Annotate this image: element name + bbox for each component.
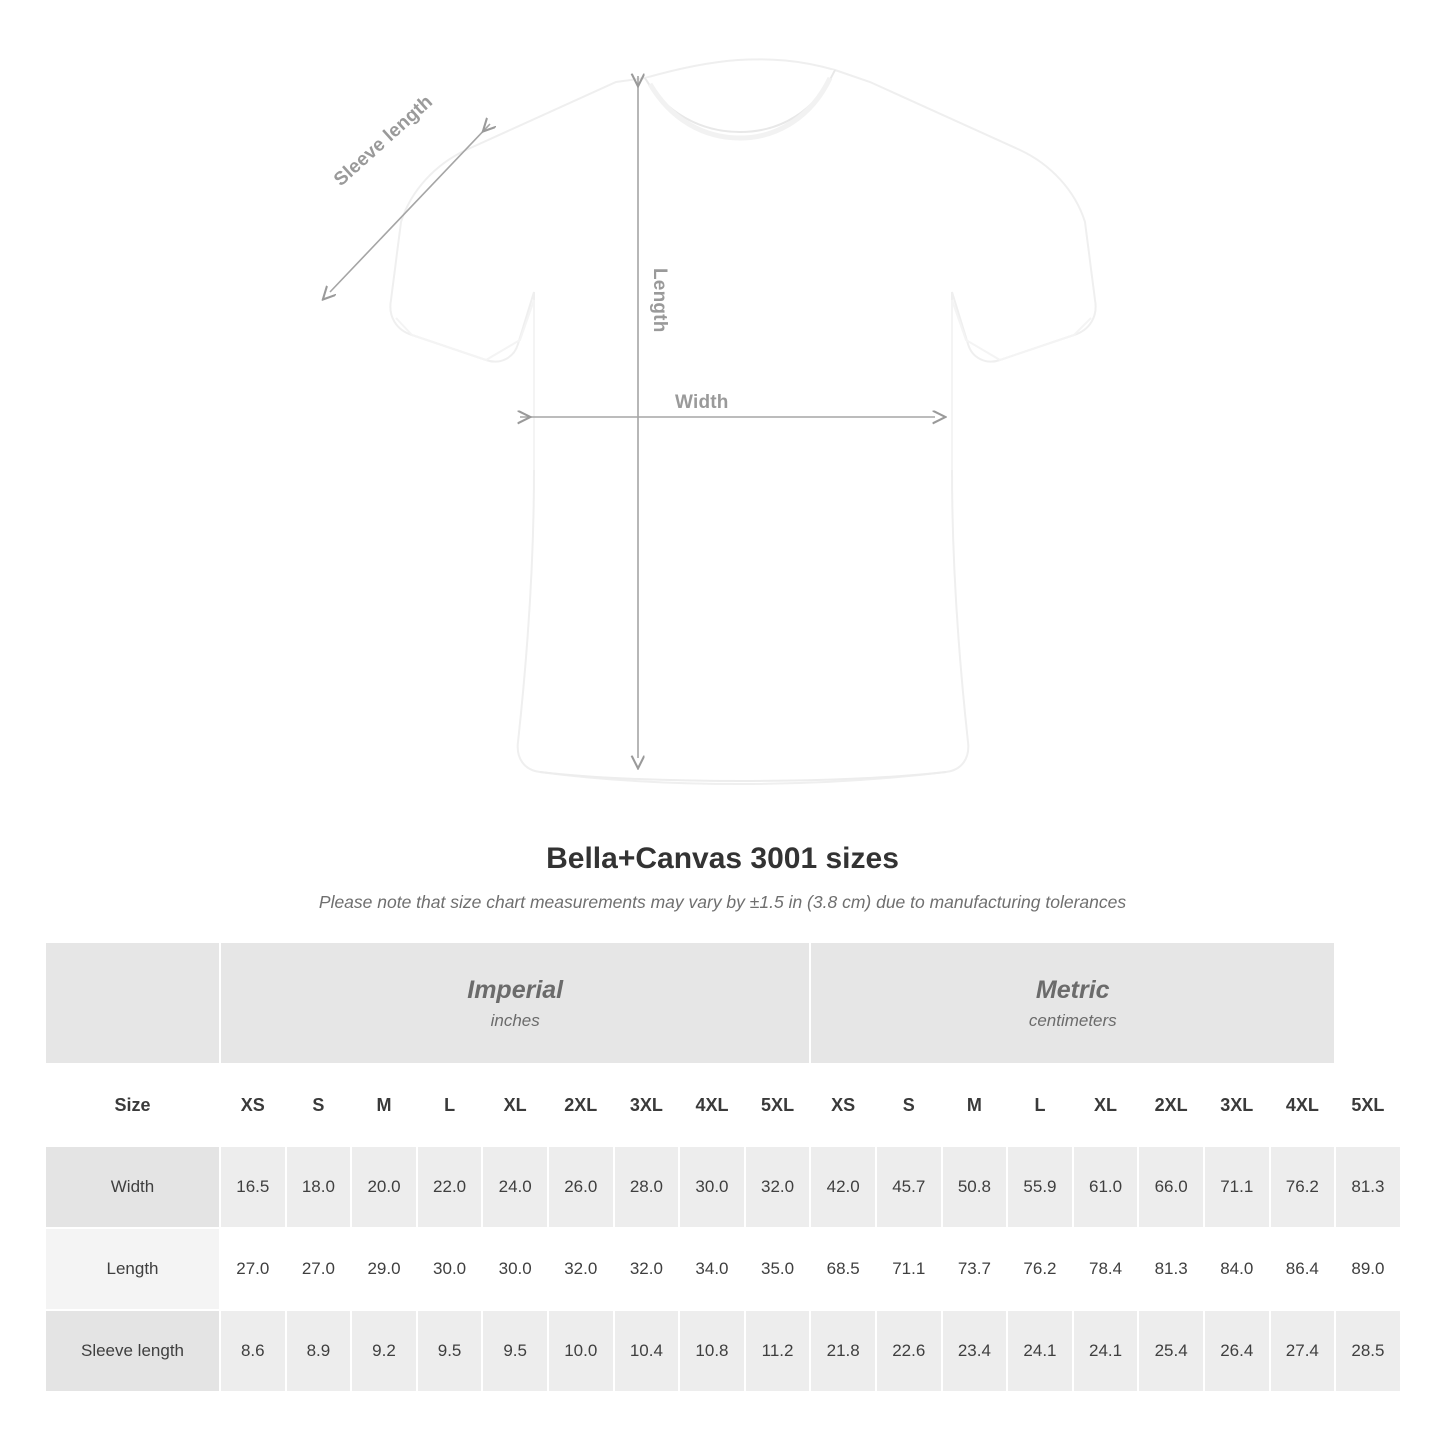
cell: 71.1 [876,1228,942,1310]
page-title: Bella+Canvas 3001 sizes [546,842,899,875]
cell: 28.0 [614,1146,680,1228]
imperial-subtitle: inches [490,1010,540,1030]
cell: 81.3 [1138,1228,1204,1310]
cell: 28.5 [1335,1310,1401,1392]
cell: 10.4 [614,1310,680,1392]
table-row [45,1310,1401,1392]
size-chart-table-wrapper [44,941,1401,1393]
size-header-cell: L [417,1064,483,1146]
cell: 22.6 [876,1310,942,1392]
size-header-cell: S [286,1064,352,1146]
metric-title: Metric [1035,976,1110,1005]
cell: 16.5 [220,1146,286,1228]
cell: 9.5 [482,1310,548,1392]
tolerance-note: Please note that size chart measurements may vary by ±1.5 in (3.8 cm) due to manufacturing tolerances [318,892,1127,912]
cell: 20.0 [351,1146,417,1228]
cell: 11.2 [745,1310,811,1392]
cell: 24.1 [1073,1310,1139,1392]
size-chart-table [44,941,1402,1393]
cell: 45.7 [876,1146,942,1228]
cell: 66.0 [1138,1146,1204,1228]
cell: 84.0 [1204,1228,1270,1310]
cell: 89.0 [1335,1228,1401,1310]
row-label-length: Length [45,1228,220,1310]
size-header-cell: 3XL [614,1064,680,1146]
row-header-label: Size [45,1064,220,1146]
cell: 32.0 [548,1228,614,1310]
size-header-cell: L [1007,1064,1073,1146]
cell: 86.4 [1270,1228,1336,1310]
metric-subtitle: centimeters [1028,1010,1117,1030]
cell: 26.0 [548,1146,614,1228]
cell: 23.4 [942,1310,1008,1392]
cell: 21.8 [810,1310,876,1392]
cell: 26.4 [1204,1310,1270,1392]
size-header-cell: 5XL [745,1064,811,1146]
width-label: Width [675,392,729,413]
cell: 68.5 [810,1228,876,1310]
cell: 30.0 [482,1228,548,1310]
metric-banner [810,942,1335,1064]
unit-banner-spacer [45,942,220,1064]
size-header-cell: M [351,1064,417,1146]
cell: 24.0 [482,1146,548,1228]
cell: 27.0 [220,1228,286,1310]
cell: 9.2 [351,1310,417,1392]
size-header-cell: 4XL [679,1064,745,1146]
cell: 34.0 [679,1228,745,1310]
unit-banner-row [45,942,1401,1064]
table-row [45,1228,1401,1310]
size-header-cell: 5XL [1335,1064,1401,1146]
size-header-cell: 2XL [1138,1064,1204,1146]
cell: 32.0 [614,1228,680,1310]
cell: 24.1 [1007,1310,1073,1392]
size-header-cell: XS [810,1064,876,1146]
cell: 42.0 [810,1146,876,1228]
size-header-cell: XL [482,1064,548,1146]
cell: 27.4 [1270,1310,1336,1392]
cell: 27.0 [286,1228,352,1310]
size-header-cell: XS [220,1064,286,1146]
size-header-cell: 3XL [1204,1064,1270,1146]
table-row [45,1146,1401,1228]
cell: 73.7 [942,1228,1008,1310]
cell: 9.5 [417,1310,483,1392]
cell: 10.0 [548,1310,614,1392]
row-label-width: Width [45,1146,220,1228]
cell: 81.3 [1335,1146,1401,1228]
length-label: Length [649,268,670,333]
sleeve-length-label: Sleeve length [330,91,438,191]
cell: 10.8 [679,1310,745,1392]
table-header-row [45,1064,1401,1146]
cell: 32.0 [745,1146,811,1228]
cell: 29.0 [351,1228,417,1310]
size-header-cell: XL [1073,1064,1139,1146]
cell: 22.0 [417,1146,483,1228]
cell: 30.0 [679,1146,745,1228]
cell: 78.4 [1073,1228,1139,1310]
cell: 8.9 [286,1310,352,1392]
cell: 8.6 [220,1310,286,1392]
cell: 30.0 [417,1228,483,1310]
cell: 76.2 [1007,1228,1073,1310]
cell: 61.0 [1073,1146,1139,1228]
cell: 76.2 [1270,1146,1336,1228]
cell: 71.1 [1204,1146,1270,1228]
cell: 50.8 [942,1146,1008,1228]
cell: 55.9 [1007,1146,1073,1228]
imperial-title: Imperial [467,976,564,1005]
size-header-cell: 4XL [1270,1064,1336,1146]
cell: 18.0 [286,1146,352,1228]
size-header-cell: M [942,1064,1008,1146]
cell: 25.4 [1138,1310,1204,1392]
size-header-cell: 2XL [548,1064,614,1146]
shirt-outline [390,59,1095,784]
imperial-banner [220,942,810,1064]
size-header-cell: S [876,1064,942,1146]
cell: 35.0 [745,1228,811,1310]
row-label-sleeve-length: Sleeve length [45,1310,220,1392]
